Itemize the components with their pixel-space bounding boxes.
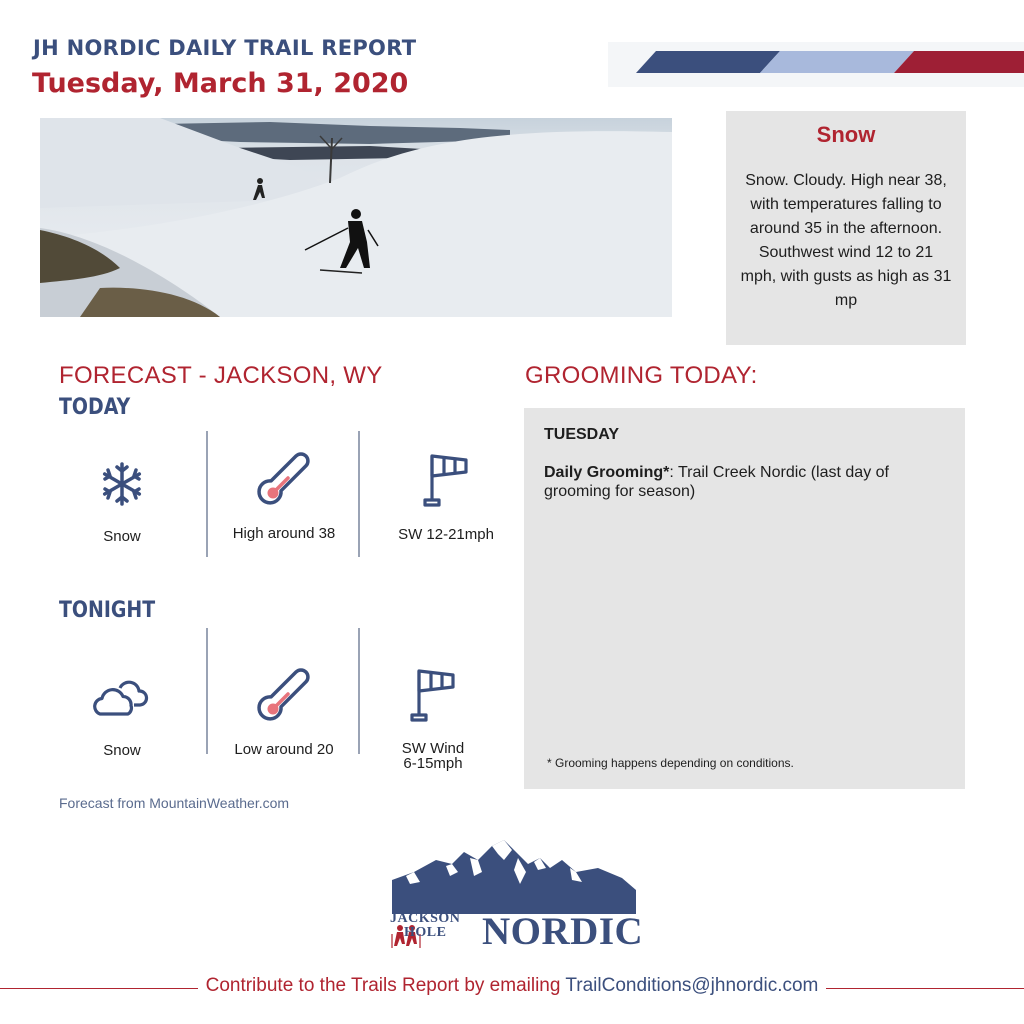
cloud-icon	[90, 674, 154, 718]
tonight-wind-label-1: SW Wind	[401, 740, 465, 757]
thermometer-icon	[256, 668, 312, 724]
grooming-box	[524, 408, 965, 789]
divider	[206, 628, 208, 754]
tonight-wind-label-2: 6-15mph	[403, 755, 463, 772]
footer-email-link[interactable]: TrailConditions@jhnordic.com	[565, 975, 819, 996]
tonight-condition-label: Snow	[103, 742, 141, 759]
tonight-heading: TONIGHT	[59, 598, 156, 623]
today-heading: TODAY	[59, 395, 131, 420]
today-condition-label: Snow	[103, 528, 141, 545]
tonight-temp-label: Low around 20	[234, 741, 334, 758]
footer	[0, 975, 1024, 997]
grooming-entry-text: : Trail Creek Nordic (last day of grooming for season)	[544, 464, 889, 500]
logo-word: NORDIC	[482, 910, 644, 953]
tonight-condition	[47, 674, 197, 760]
logo-line1: JACKSON	[390, 911, 461, 926]
today-wind	[371, 450, 521, 544]
divider	[358, 431, 360, 557]
thermometer-icon	[256, 452, 312, 508]
grooming-entry-label: Daily Grooming*	[544, 464, 670, 481]
jackson-hole-nordic-logo	[386, 838, 644, 960]
report-date: Tuesday, March 31, 2020	[32, 68, 409, 99]
tonight-temp	[209, 668, 359, 759]
summary-text: Snow. Cloudy. High near 38, with temperatures falling to around 35 in the afternoon. Southwest wind 12 to 21 mph, with gusts as high as 31 mp	[740, 172, 952, 309]
tonight-wind	[358, 665, 508, 771]
grooming-entry	[544, 463, 944, 501]
grooming-note: * Grooming happens depending on conditions.	[547, 756, 794, 770]
summary-title: Snow	[816, 122, 876, 147]
windsock-icon	[405, 665, 461, 723]
grooming-heading: GROOMING TODAY:	[525, 362, 758, 389]
header-stripes	[608, 42, 1024, 87]
grooming-day: TUESDAY	[544, 426, 619, 443]
footer-text: Contribute to the Trails Report by emailing	[205, 975, 566, 996]
today-temp	[209, 452, 359, 543]
skiing-photo	[40, 118, 672, 317]
today-wind-label: SW 12-21mph	[398, 526, 494, 543]
forecast-credit: Forecast from MountainWeather.com	[59, 795, 290, 811]
forecast-heading: FORECAST - JACKSON, WY	[59, 362, 383, 389]
report-title: JH NORDIC DAILY TRAIL REPORT	[33, 36, 417, 60]
windsock-icon	[418, 450, 474, 508]
weather-summary-box	[726, 111, 966, 345]
today-condition	[47, 460, 197, 546]
snowflake-icon	[98, 460, 146, 508]
logo-line2: HOLE	[404, 925, 447, 940]
divider	[206, 431, 208, 557]
today-temp-label: High around 38	[232, 525, 336, 542]
